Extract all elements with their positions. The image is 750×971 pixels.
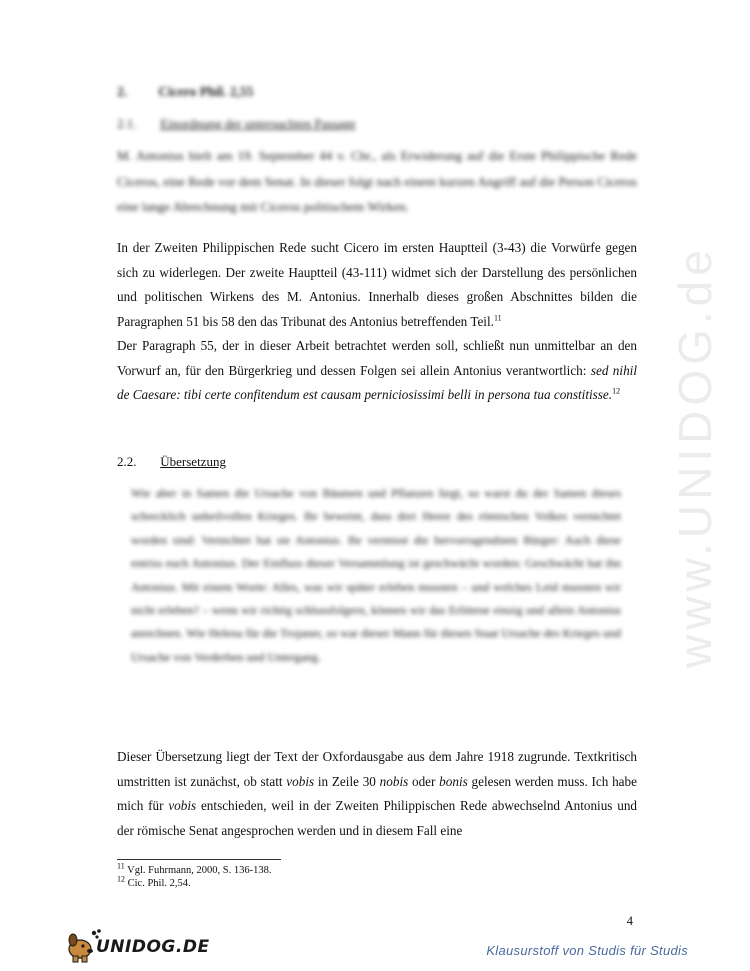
subsection-title-2: Übersetzung [160,454,226,469]
footnote-ref-12: 12 [612,386,621,396]
watermark-text: www.UNIDOG.de [669,245,721,668]
subsection-number-2: 2.2. [117,454,137,469]
footnote-text-11: Vgl. Fuhrmann, 2000, S. 136-138. [127,865,272,876]
paragraph-textkritik [117,745,637,843]
subsection-title-1: Einordnung der untersuchten Passage [160,116,356,131]
logo-text: UNIDOG.DE [96,937,210,957]
footnote-number-11: 11 [117,861,125,871]
paragraph-55 [117,334,637,408]
footnote-text-12: Cic. Phil. 2,54. [127,878,191,889]
p3-word-vobis: vobis [286,773,315,789]
latin-quote: sed nihil de Caesare: tibi certe confitendum est causam perniciosissimi belli in persona tua constitisse. [117,362,637,402]
subsection-heading-2 [117,454,226,470]
footnote-11 [117,861,272,877]
section-number: 2. [117,84,128,99]
p3-part2: in Zeile 30 [314,773,380,789]
blurred-intro-paragraph: M. Antonius hielt am 19. September 44 v. Chr., als Erwiderung auf die Erste Philippische Rede Ciceros, eine Rede vor dem Senat. In dieser folgt nach einem kurzen Angriff auf die Person Ciceros eine lange Abrechnung mit Ciceros politischem Wirken. [117,148,637,214]
blurred-translation: Wie aber in Samen die Ursache von Bäumen und Pflanzen liegt, so warst du der Samen dieses schrecklich unheilvollen Krieges. Ihr beweint, dass drei Heere des römischen Volkes vernichtet worden sind: Vernichtet hat sie Antonius. Ihr vermisst die hervorragendsten Bürger: Auch diese entriss euch Antonius. Der Einfluss dieser Versammlung ist geschwächt worden: Geschwächt hat ihn Antonius. Mit einem Worte: Alles, was wir später erleben mussten – und welches Leid mussten wir nicht erleben? – wenn wir richtig schlussfolgern, können wir das Erlittene einzig und allein Antonius anrechnen. Wie Helena für die Trojaner, so war dieser Mann für diesen Staat Ursache des Krieges und Ursache von Verderben und Untergang. [131,486,621,664]
page-number: 4 [626,914,633,928]
subsection-heading-1 [117,116,356,132]
footnote-rule [117,859,281,860]
p3-part3: oder [408,773,440,789]
p3-word-nobis: nobis [379,773,409,789]
paragraph-55-text: Der Paragraph 55, der in dieser Arbeit betrachtet werden soll, schließt nun unmittelbar an den Vorwurf an, für den Bürgerkrieg und dessen Folgen sei allein Antonius verantwortlich: [117,338,637,378]
paragraph-tribunat-text: In der Zweiten Philippischen Rede sucht Cicero im ersten Hauptteil (3-43) die Vorwürfe gegen sich zu widerlegen. Der zweite Hauptteil (43-111) widmet sich der Darstellung des persönlichen und politischen Wirkens des M. Antonius. Innerhalb dieses großen Abschnittes bilden die Paragraphen 51 bis 58 den das Tribunat des Antonius betreffenden Teil. [117,240,637,329]
footnote-number-12: 12 [117,874,125,884]
p3-word-vobis-2: vobis [168,798,197,813]
footer-slogan: Klausurstoff von Studis für Studis [486,943,688,958]
footnote-12 [117,874,272,890]
section-heading [117,84,253,100]
subsection-number-1: 2.1. [117,116,137,131]
paragraph-tribunat [117,236,637,334]
footnotes [117,861,272,890]
footnote-ref-11: 11 [493,313,502,323]
section-title: Cicero Phil. 2,55 [158,84,254,99]
p3-part4: gelesen werden muss. Ich habe mich für [117,773,637,813]
p3-part1: Dieser Übersetzung liegt der Text der Oxfordausgabe aus dem Jahre 1918 zugrunde. Textkritisch umstritten ist zunächst, ob statt [117,749,637,789]
p3-word-bonis: bonis [439,773,468,789]
p3-part5: entschieden, weil in der Zweiten Philippischen Rede abwechselnd Antonius und der römische Senat angesprochen werden und in diesem Fall eine [117,798,638,838]
